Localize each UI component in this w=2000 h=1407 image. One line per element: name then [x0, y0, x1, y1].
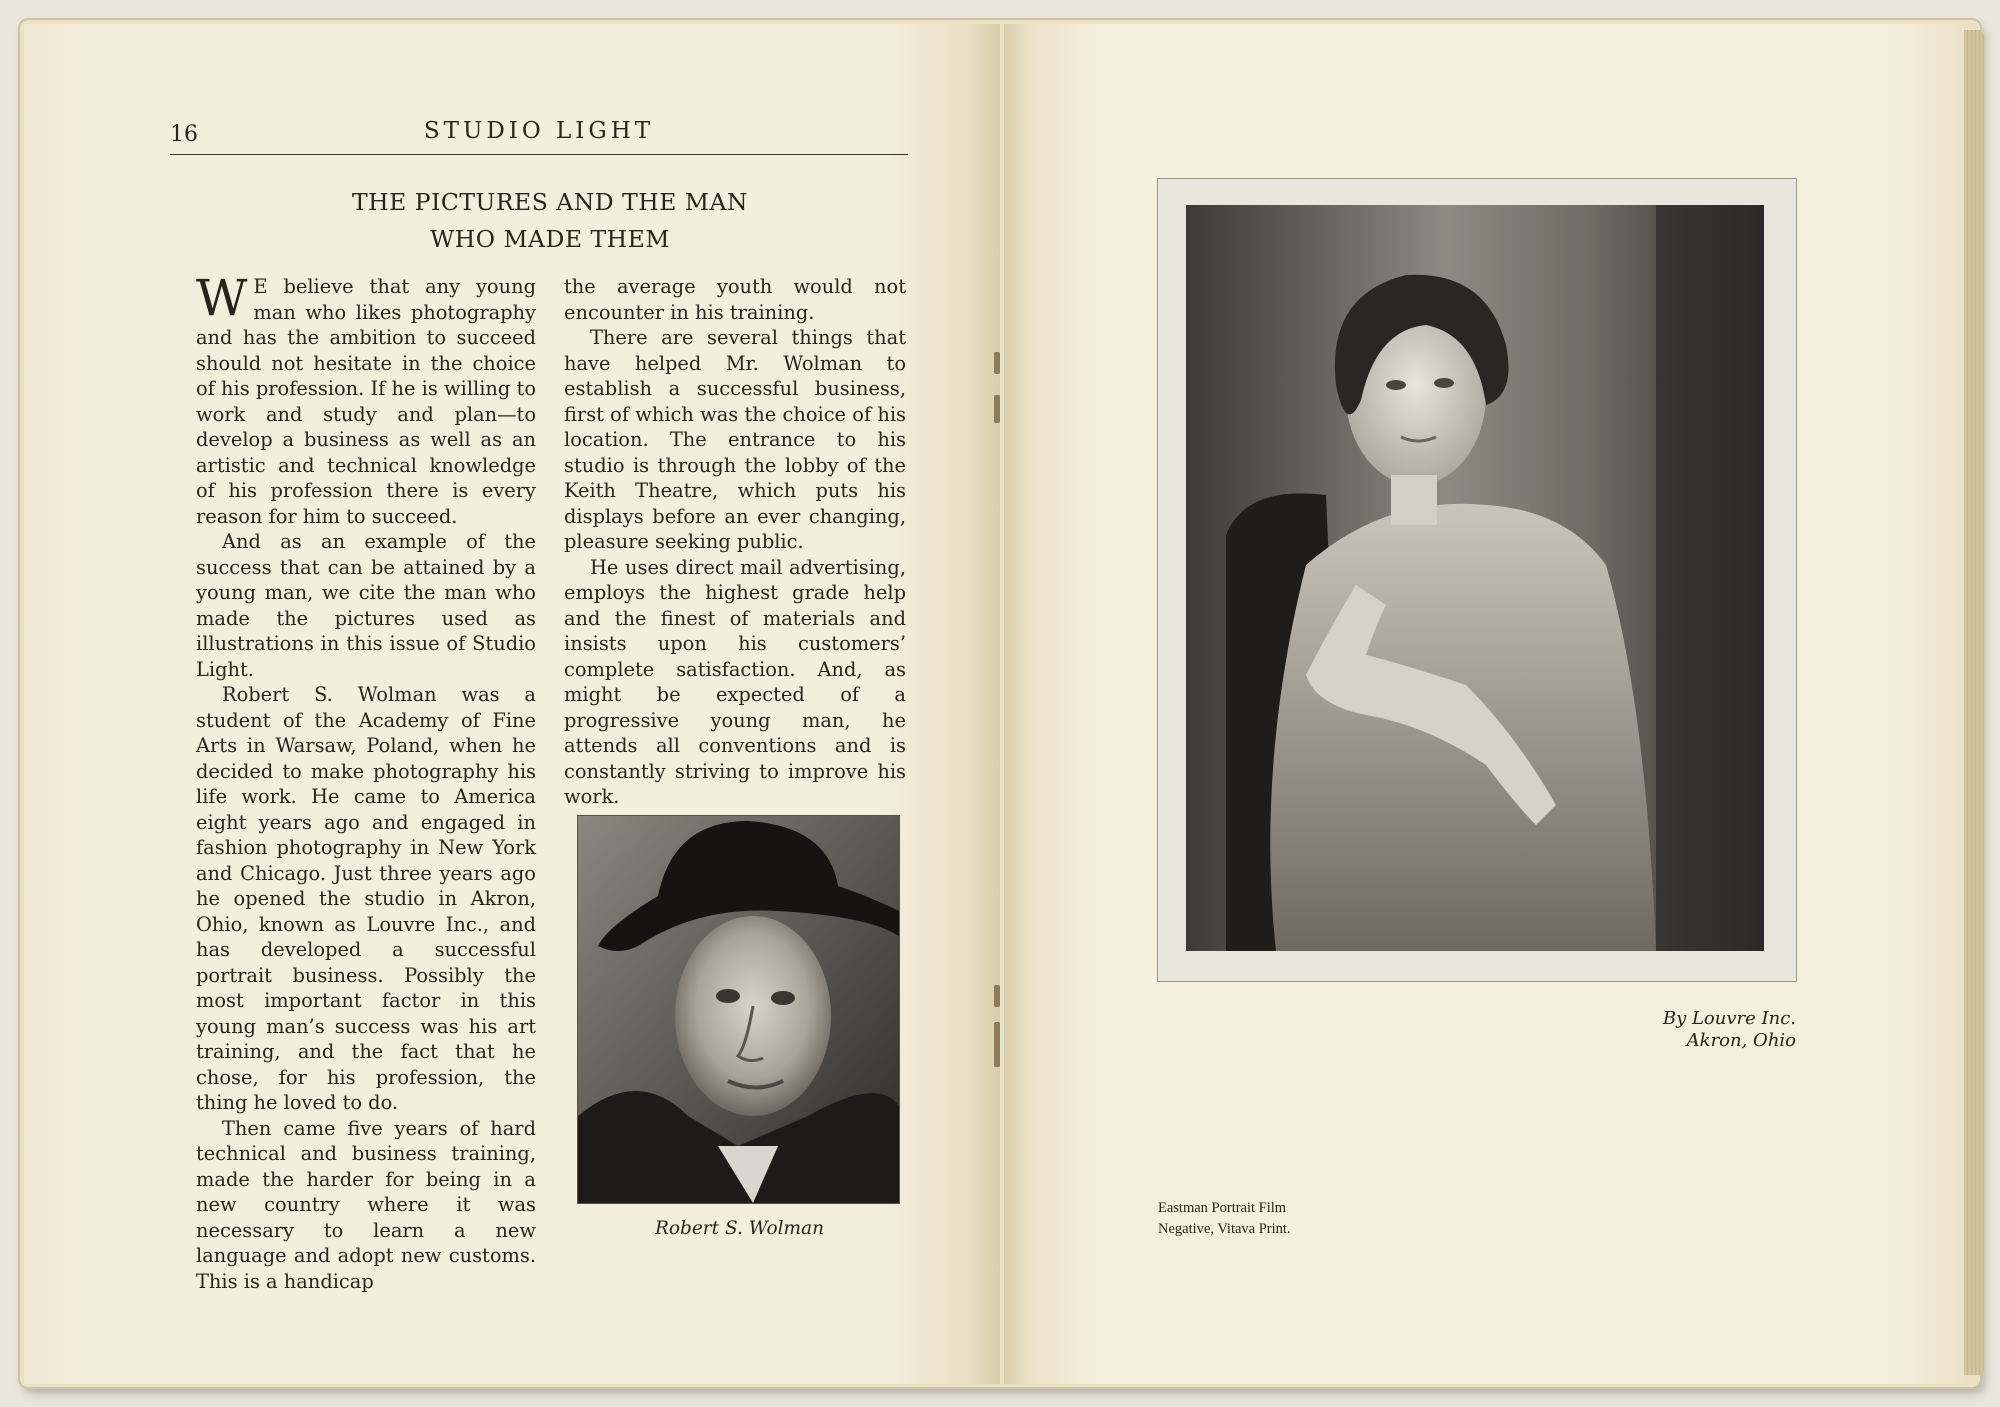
binding-staple-top: [994, 352, 1000, 374]
article-title-line-2: WHO MADE THEM: [430, 225, 670, 253]
paragraph: There are several things that have helped Mr. Wolman to establish a successful business, first of which was the choice of his location. The entrance to his studio is through the lobby of the Keith Theatre, which puts his displays before an ever changing, pleasure seeking public.: [564, 326, 906, 553]
paragraph: Robert S. Wolman was a student of the Academy of Fine Arts in Warsaw, Poland, when he decided to make photography his life work. He came to America eight years ago and engaged in fashion photography in New York and Chicago. Just three years ago he opened the studio in Akron, Ohio, known as Louvre Inc., and has developed a successful portrait business. Possibly the most important factor in this young man’s success was his art training, and the fact that he chose, for his profession, the thing he loved to do.: [196, 683, 536, 1114]
page-edges: [1964, 30, 1984, 1375]
paragraph: And as an example of the success that can be attained by a young man, we cite the man who made the pictures used as illustrations in this issue of Studio Light.: [196, 530, 536, 681]
portrait-photo-girl: [1186, 205, 1764, 951]
binding-staple-bottom: [994, 1022, 1000, 1067]
paragraph-intro: W E believe that any young man who likes photography and has the ambition to succeed should not hesitate in the choice of his profession. If he is willing to work and study and plan—to develop a business as well as an artistic and technical knowledge of his profession there is every reason for him to succeed.: [196, 269, 536, 528]
drop-cap: W: [196, 269, 248, 327]
article-title: [210, 184, 890, 258]
photo-plate-mount: [1157, 178, 1797, 982]
credit-studio: By Louvre Inc.: [1662, 1008, 1796, 1029]
article-column-1: [196, 269, 536, 1294]
article-title-line-1: THE PICTURES AND THE MAN: [352, 188, 748, 216]
running-title: STUDIO LIGHT: [423, 118, 655, 144]
photo-credit: [1600, 1008, 1796, 1052]
technical-note: [1158, 1198, 1418, 1240]
page-header: [170, 118, 908, 155]
article-column-2: [564, 274, 906, 810]
tech-note-line-2: Negative, Vitava Print.: [1158, 1221, 1291, 1237]
portrait-photo-wolman: [577, 815, 900, 1204]
credit-location: Akron, Ohio: [1686, 1030, 1796, 1051]
paragraph: He uses direct mail advertising, employs the highest grade help and the finest of materials and insists upon his customers’ complete satisfaction. And, as might be expected of a progressive young man, he attends all conventions and is constantly striving to improve his work.: [564, 555, 906, 808]
paragraph: the average youth would not encounter in his training.: [564, 275, 906, 324]
paragraph: Then came five years of hard technical and business training, made the harder for being in a new country where it was necessary to learn a new language and adopt new customs. This is a handicap: [196, 1116, 536, 1293]
portrait-caption: Robert S. Wolman: [654, 1218, 825, 1239]
binding-staple-mid: [994, 395, 1000, 423]
binding-staple-low: [994, 985, 1000, 1007]
page-number: 16: [170, 122, 198, 147]
tech-note-line-1: Eastman Portrait Film: [1158, 1200, 1287, 1216]
